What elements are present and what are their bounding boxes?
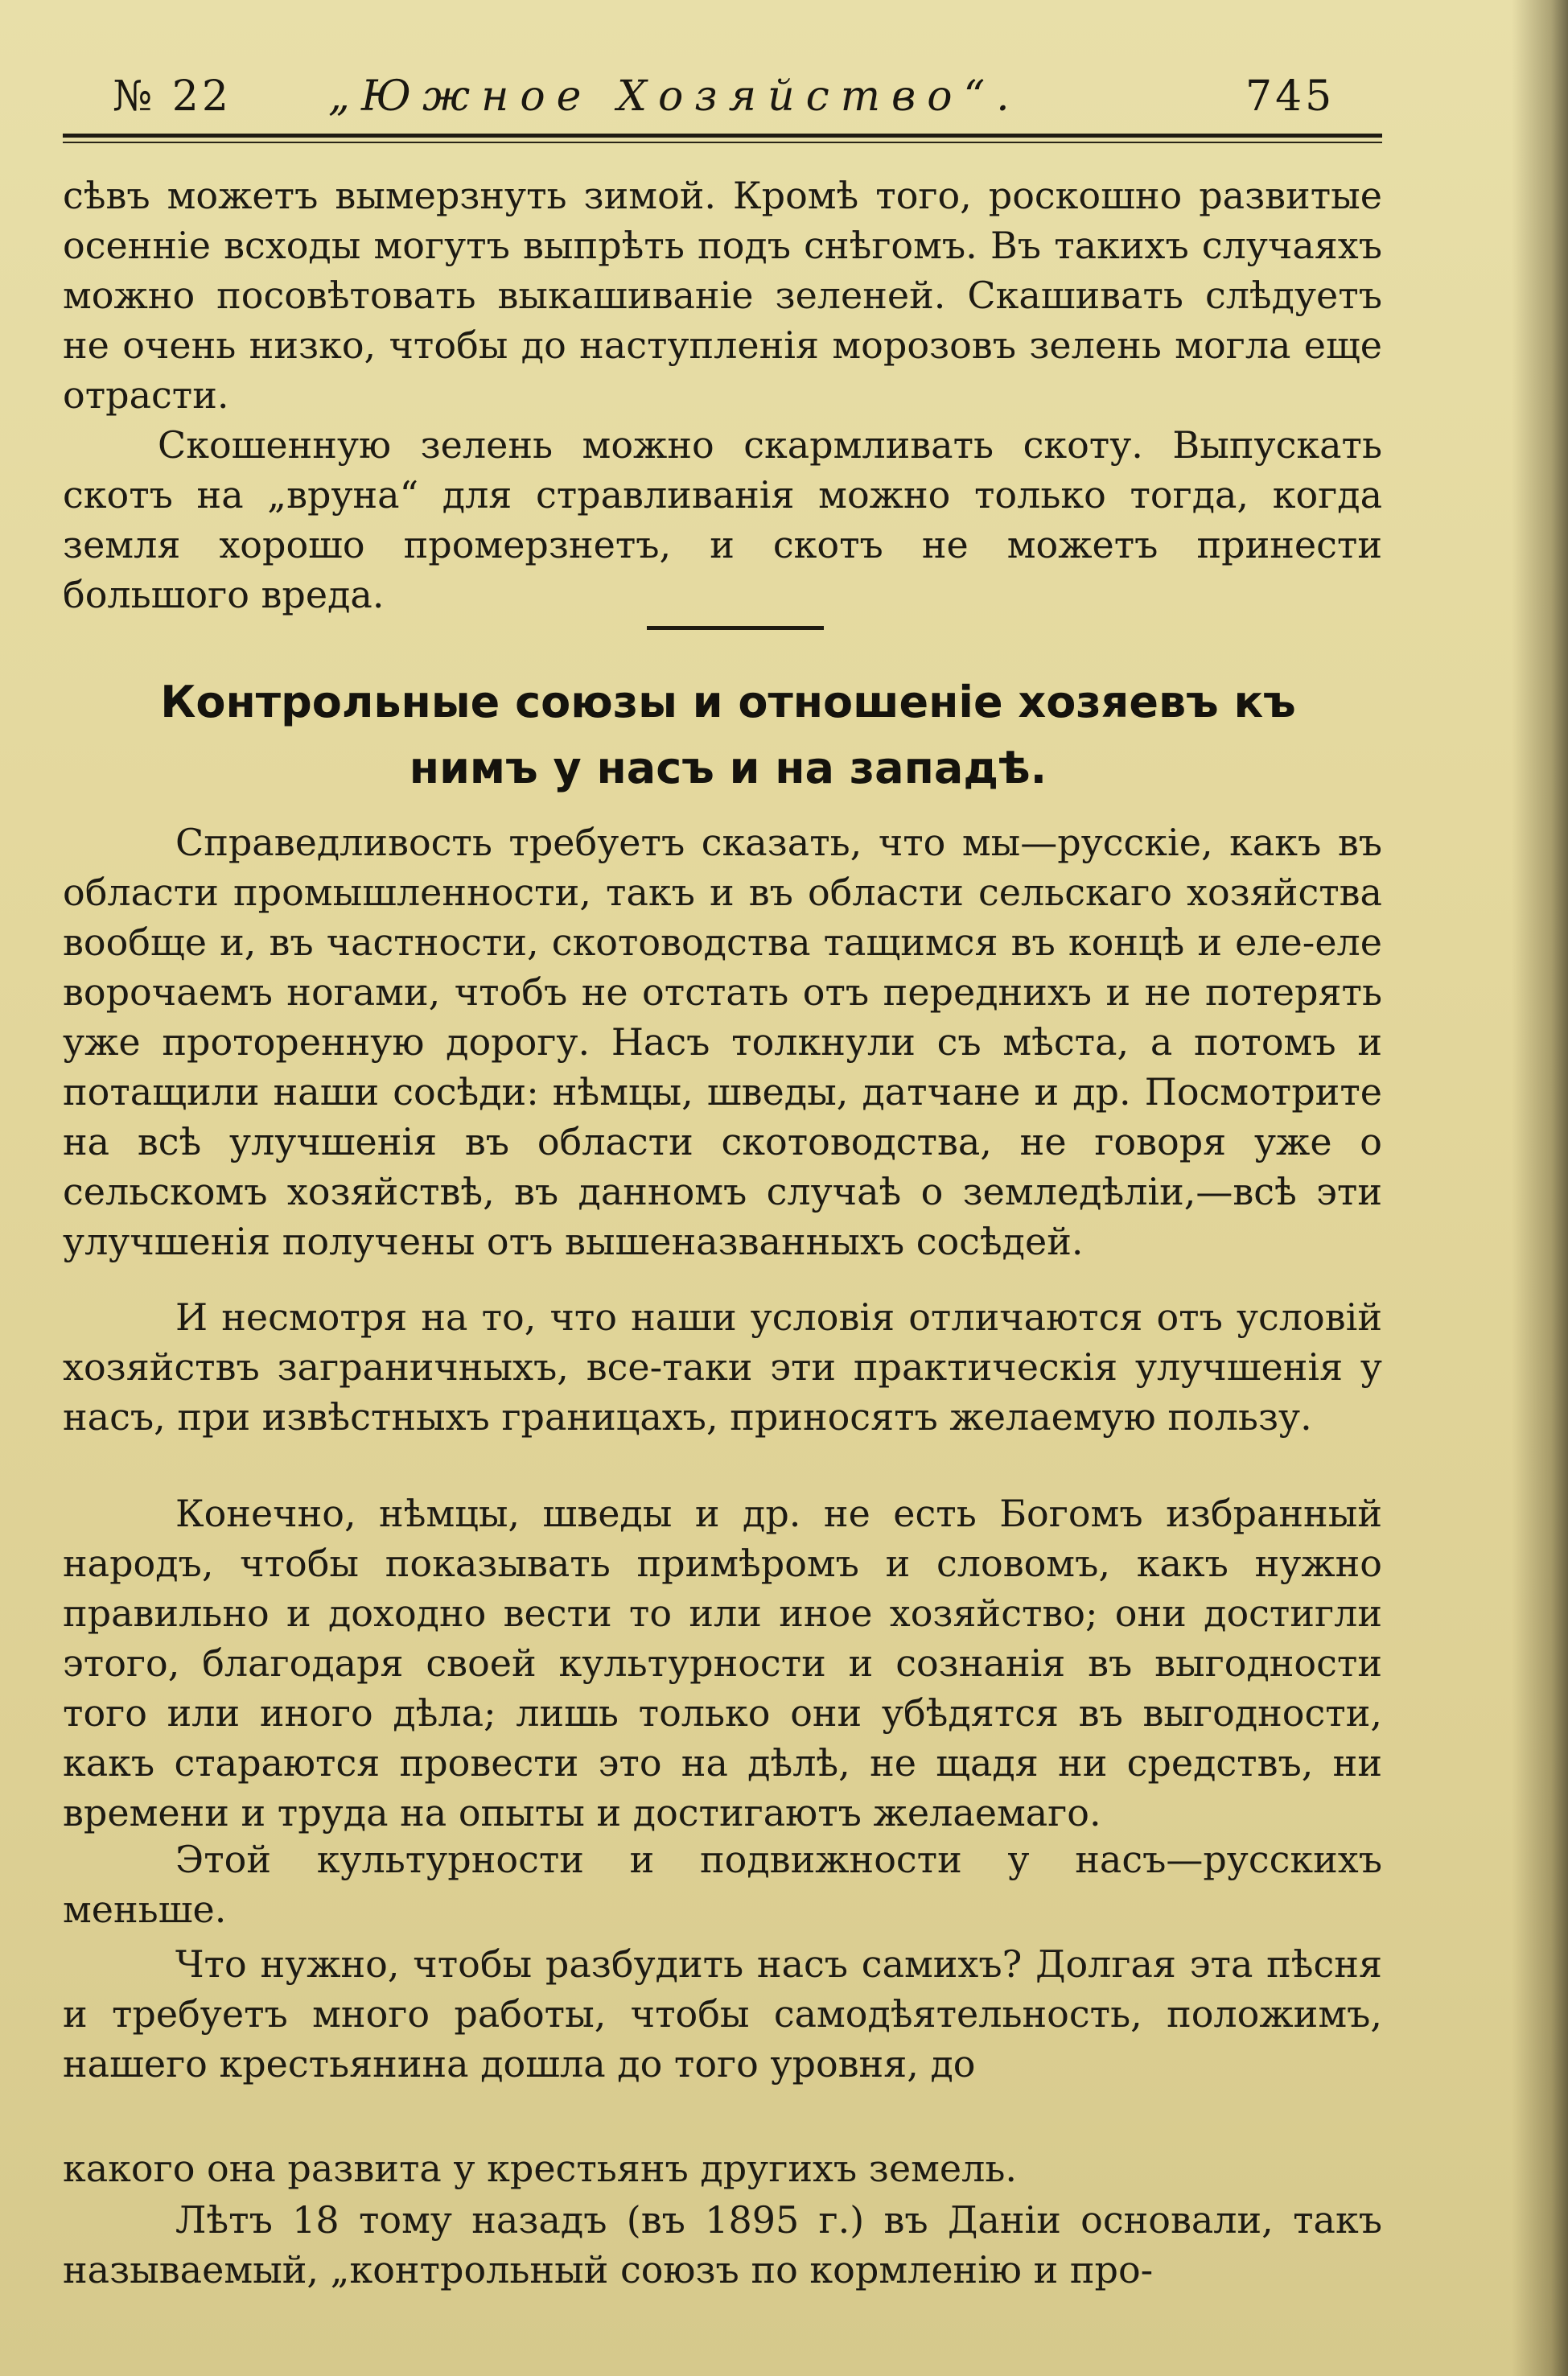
running-header [63,48,1382,137]
article-paragraph-2: И несмотря на то, что наши условія отличаются отъ условій хозяйствъ заграничныхъ, все-таки эти практическія улучшенія у насъ, при извѣстныхъ границахъ, приносятъ желаемую пользу. [63,1295,1382,1439]
article-paragraph-5-end: какого она развита у крестьянъ другихъ земель. [63,2147,1018,2190]
article-paragraph-5: Что нужно, чтобы разбудить насъ самихъ? Долгая эта пѣсня и требуетъ много работы, чтобы самодѣятельность, положимъ, нашего крестьянина дошла до того уровня, до [63,1942,1382,2086]
article-paragraph-4: Этой культурности и подвижности у насъ—русскихъ меньше. [63,1838,1382,1931]
header-rule-thin [63,142,1382,143]
issue-number: № 22 [113,72,232,121]
page-binding-shadow [1512,0,1568,2376]
article-paragraph-3: Конечно, нѣмцы, шведы и др. не есть Богомъ избранный народъ, чтобы показывать примѣромъ и словомъ, какъ нужно правильно и доходно вести то или иное хозяйство; они достигли этого, благодаря своей культурности и сознанія въ выгодности того или иного дѣла; лишь только они убѣдятся въ выгодности, какъ стараются провести это на дѣлѣ, не щадя ни средствъ, ни времени и труда на опыты и достигаютъ желаемаго. [63,1492,1382,1835]
article-title: Контрольные союзы и отношеніе хозяевъ къ нимъ у насъ и на западѣ. [160,677,1296,793]
continuation-paragraph-2: Скошенную зелень можно скармливать скоту. Выпускать скотъ на „вруна“ для стравливанія можно только тогда, когда земля хорошо промерзнетъ, и скотъ не можетъ принести большого вреда. [63,423,1382,616]
article-paragraph-1: Справедливость требуетъ сказать, что мы—русскіе, какъ въ области промышленности, такъ и въ области сельскаго хозяйства вообще и, въ частности, скотоводства тащимся въ концѣ и еле-еле ворочаемъ ногами, чтобъ не отстать отъ переднихъ и не потерять уже проторенную дорогу. Насъ толкнули съ мѣста, а потомъ и потащили наши сосѣди: нѣмцы, шведы, датчане и др. Посмотрите на всѣ улучшенія въ области скотоводства, не говоря уже о сельскомъ хозяйствѣ, въ данномъ случаѣ о земледѣліи,—всѣ эти улучшенія получены отъ вышеназванныхъ сосѣдей. [63,821,1382,1263]
section-separator [647,626,824,630]
journal-title: „Южное Хозяйство“. [328,72,1021,121]
continuation-paragraph-1: сѣвъ можетъ вымерзнуть зимой. Кромѣ того, роскошно развитые осенніе всходы могутъ выпрѣть подъ снѣгомъ. Въ такихъ случаяхъ можно посовѣтовать выкашиваніе зеленей. Скашивать слѣдуетъ не очень низко, чтобы до наступленія морозовъ зелень могла еще отрасти. [63,174,1382,417]
page-number: 745 [1245,72,1335,121]
header-rule [63,134,1382,138]
article-paragraph-6: Лѣтъ 18 тому назадъ (въ 1895 г.) въ Даніи основали, такъ называемый, „контрольный союзъ по кормленію и про- [63,2198,1382,2292]
